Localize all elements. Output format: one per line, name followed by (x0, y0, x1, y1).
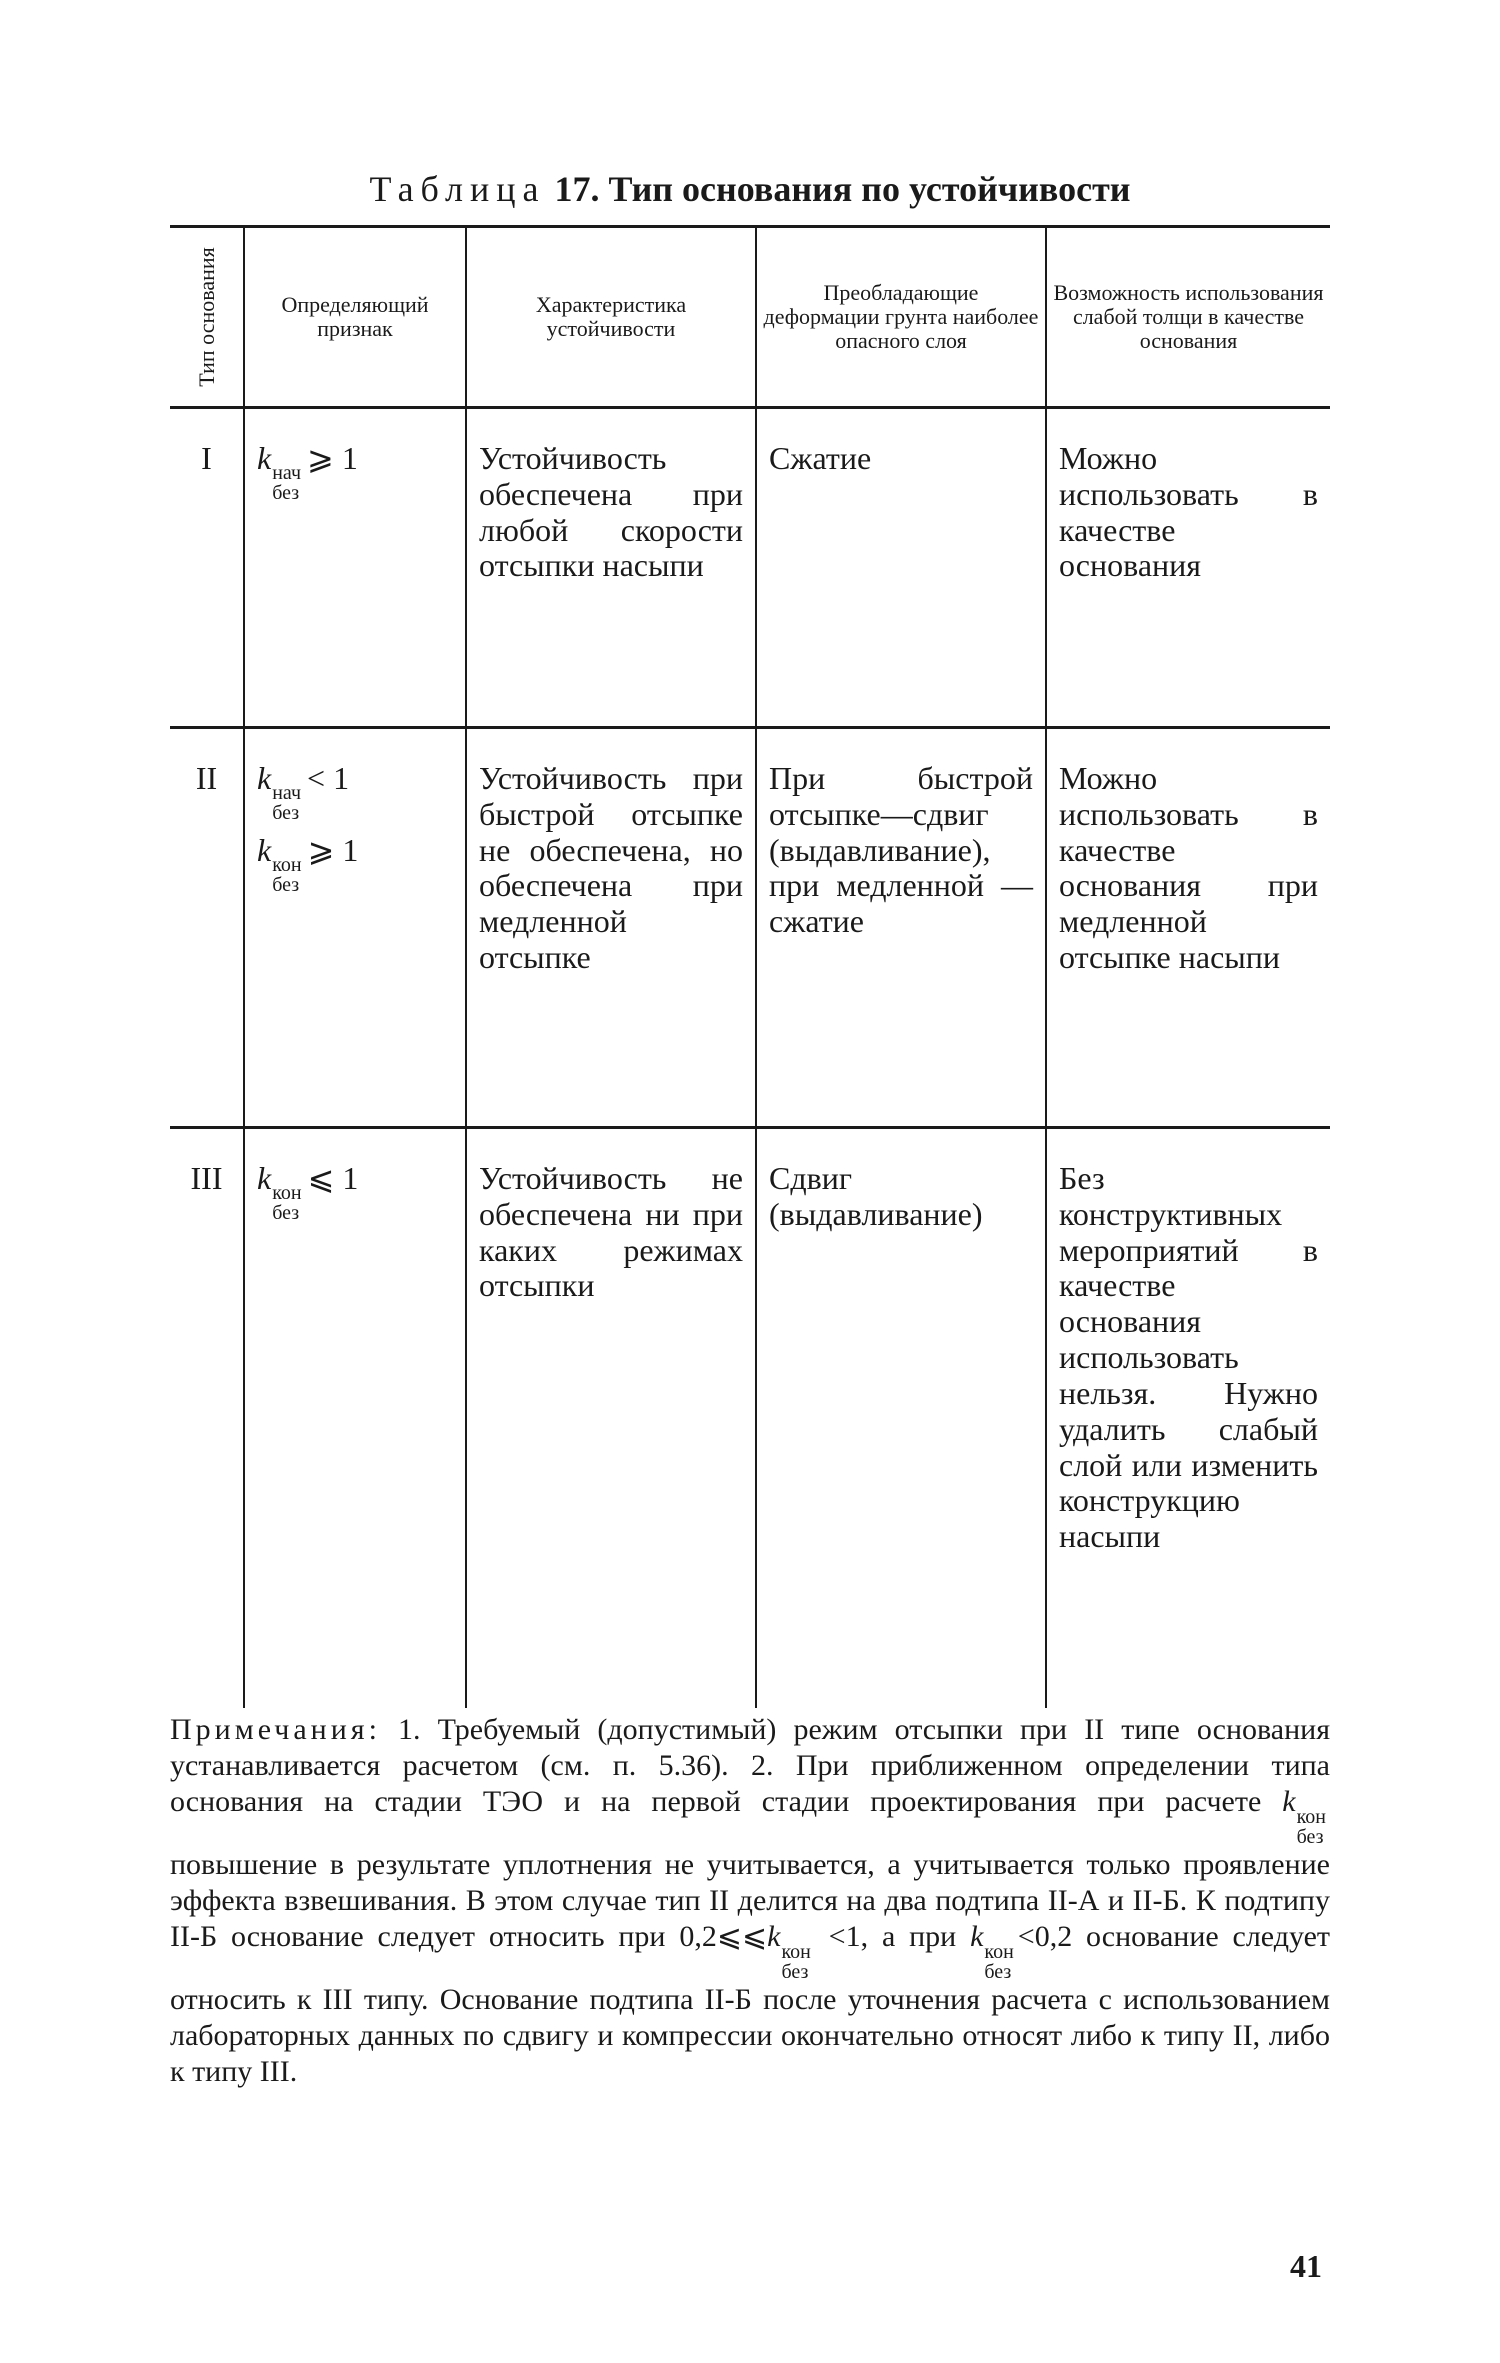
header-usage: Возможность использования слабой толщи в качестве основания (1046, 227, 1330, 408)
header-stability: Характеристика устойчивости (466, 227, 756, 408)
table-notes: Примечания: 1. Требуемый (допустимый) режим отсыпки при II типе основания устанавливается расчетом (см. п. 5.36). 2. При приближенном определении типа основания на стадии ТЭО и на первой стадии проектирования при расчете k кон без повышение в результате уплотнения не учитывается, а учитывается только проявление эффекта взвешивания. В этом случае тип II делится на два подтипа II-А и II-Б. К подтипу II-Б основание следует относить при 0,2⩽⩽k кон без <1, а при k кон без <0,2 основание следует относить к III типу. Основание подтипа II-Б после уточнения расчета с использованием лабораторных данных по сдвигу и компрессии окончательно относят либо к типу II, либо к типу III. (170, 1713, 1331, 2088)
table-header-row (170, 227, 1330, 408)
row-criterion (244, 728, 466, 1128)
criterion-formula: k нач без ⩾ 1 (257, 440, 358, 504)
table-row (170, 728, 1330, 1128)
row-type: I (170, 408, 244, 728)
table-title (170, 168, 1330, 210)
row-stability: Устойчивость не обеспечена ни при каких режимах отсыпки (466, 1128, 756, 1708)
table-title-label: Таблица (369, 169, 546, 209)
row-deformation: Сдвиг (выдавливание) (756, 1128, 1046, 1708)
criterion-formula: k кон без ⩽ 1 (257, 1160, 359, 1224)
stability-table (170, 225, 1330, 1708)
criterion-formula: k нач без < 1 (257, 760, 350, 824)
row-deformation: Сжатие (756, 408, 1046, 728)
row-stability: Устойчивость обеспечена при любой скорости отсыпки насыпи (466, 408, 756, 728)
row-type: II (170, 728, 244, 1128)
header-deformation: Преобладающие деформации грунта наиболее опасного слоя (756, 227, 1046, 408)
criterion-formula: k кон без ⩾ 1 (257, 832, 359, 896)
table-row (170, 408, 1330, 728)
row-criterion (244, 408, 466, 728)
table-row (170, 1128, 1330, 1708)
header-criterion: Определяющий признак (244, 227, 466, 408)
table-title-text: 17. Тип основания по устойчивости (554, 169, 1131, 209)
row-usage: Без конструктивных мероприятий в качестве основания использовать нельзя. Нужно удалить слабый слой или изменить конструкцию насыпи (1046, 1128, 1330, 1708)
header-type: Тип основания (170, 227, 244, 408)
row-stability: Устойчивость при быстрой отсыпке не обеспечена, но обеспечена при медленной отсыпке (466, 728, 756, 1128)
row-type: III (170, 1128, 244, 1708)
row-criterion (244, 1128, 466, 1708)
notes-label: Примечания: (170, 1713, 381, 1746)
page-number: 41 (1290, 2248, 1322, 2284)
row-deformation: При быстрой отсыпке—сдвиг (выдавливание), при медленной — сжатие (756, 728, 1046, 1128)
row-usage: Можно использовать в качестве основания при медленной отсыпке насыпи (1046, 728, 1330, 1128)
row-usage: Можно использовать в качестве основания (1046, 408, 1330, 728)
